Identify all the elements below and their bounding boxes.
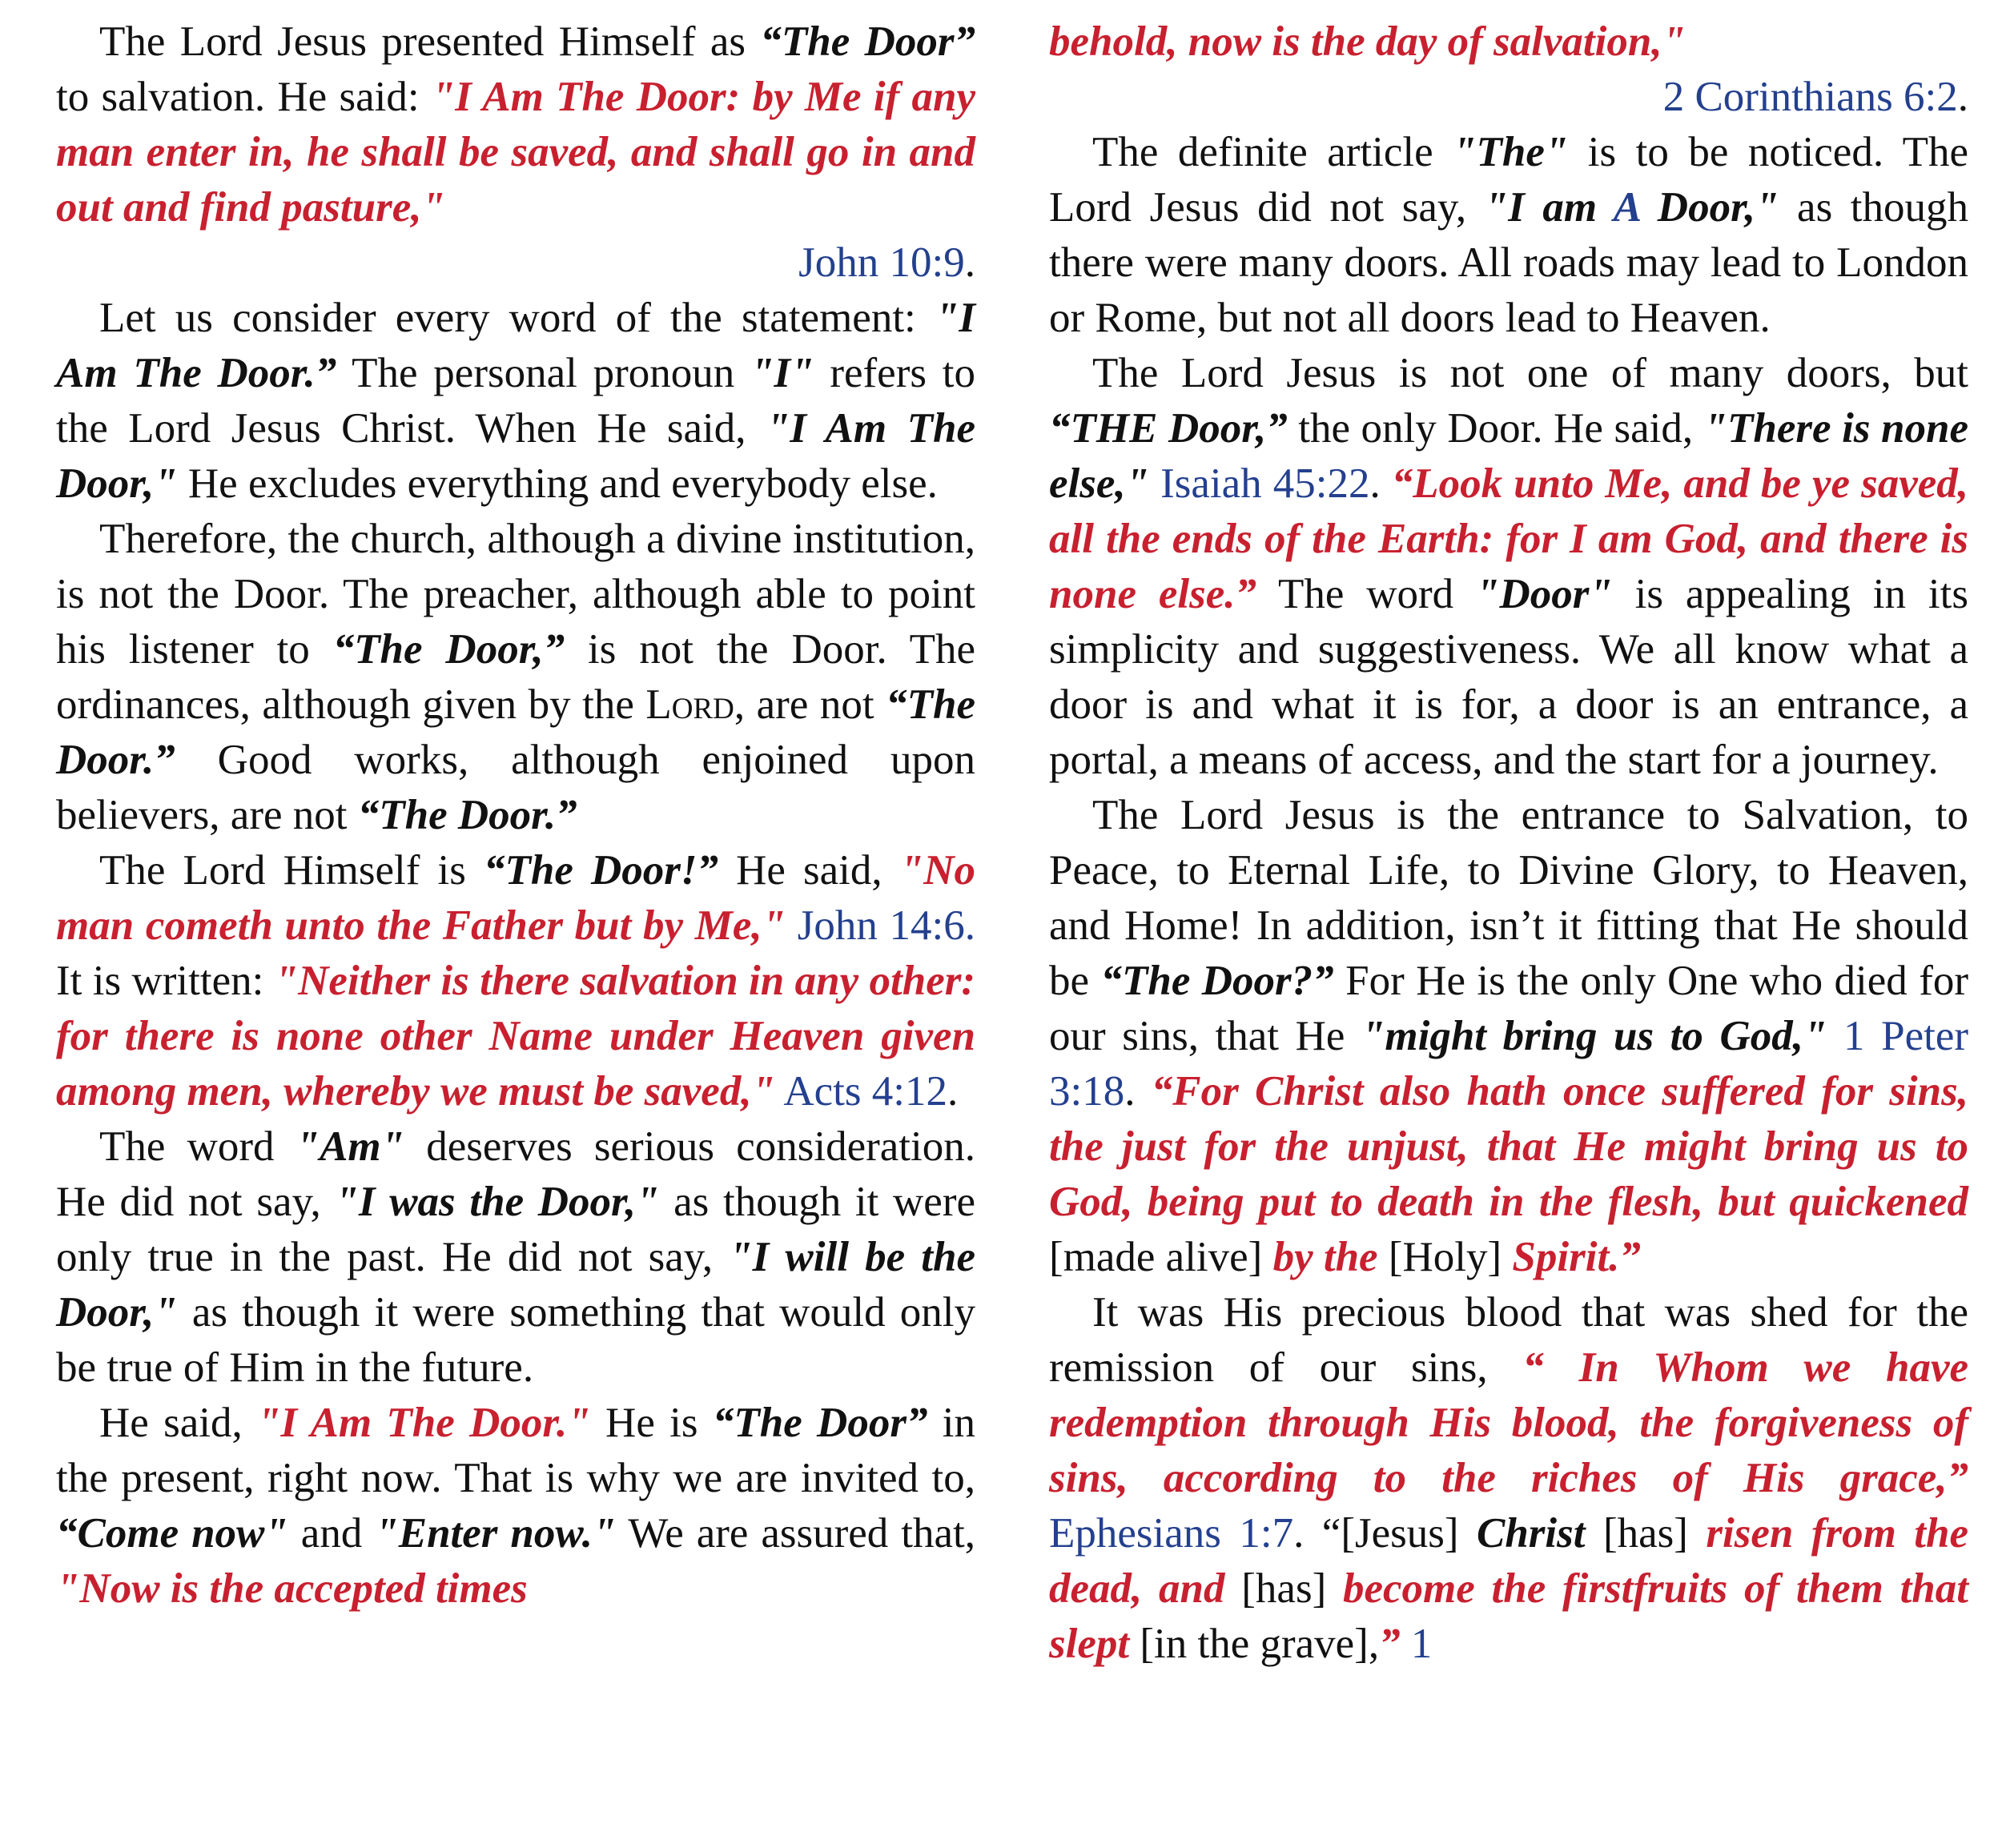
emphasis-quote: “Come now" bbox=[56, 1510, 288, 1557]
scripture-quote: by the bbox=[1272, 1234, 1378, 1280]
text-run: The word bbox=[1256, 571, 1477, 617]
emphasis-quote: “The Door!” bbox=[483, 847, 718, 894]
text-run: . bbox=[947, 1068, 959, 1115]
scripture-quote: "No man cometh unto the Father but by Me," bbox=[56, 847, 975, 949]
text-run: He said, bbox=[718, 847, 900, 894]
text-run: Let us consider every word of the statement: bbox=[99, 295, 935, 341]
text-run: The Lord Jesus presented Himself as bbox=[99, 18, 761, 65]
scripture-quote: “ In Whom we have redemption through His blood, the forgiveness of sins, according to the riches of His grace,” bbox=[1049, 1344, 1968, 1501]
paragraph-every-word bbox=[56, 291, 975, 512]
text-run: as though it were only true in the past. He did not say, bbox=[56, 1179, 975, 1280]
scripture-quote: "Neither is there salvation in any other: for there is none other Name under Heaven given among men, whereby we must be saved," bbox=[56, 958, 976, 1115]
text-run: is to be noticed. The Lord Jesus did not say, bbox=[1049, 129, 1968, 231]
text-run: The definite article bbox=[1092, 129, 1453, 175]
emphasis-quote: "Am" bbox=[295, 1123, 405, 1170]
scripture-reference: John 10:9 bbox=[798, 239, 965, 286]
emphasis-quote: "might bring us to God," bbox=[1361, 1013, 1827, 1059]
scripture-quote: ” bbox=[1379, 1621, 1401, 1667]
text-run: as though it were something that would only be true of Him in the future. bbox=[56, 1289, 975, 1391]
paragraph-therefore bbox=[56, 512, 975, 843]
emphasis-quote: "I will be the Door," bbox=[56, 1234, 975, 1336]
text-run: the only Door. He said, bbox=[1287, 405, 1704, 452]
emphasis-quote: "Enter now." bbox=[375, 1510, 617, 1557]
scripture-reference: John 14:6. bbox=[786, 902, 975, 949]
emphasis-quote: “The Door,” bbox=[332, 626, 565, 673]
emphasis-quote: "I am bbox=[1484, 184, 1614, 231]
text-run: [made alive] bbox=[1049, 1234, 1273, 1280]
text-run: It was His precious blood that was shed for the remission of our sins, bbox=[1049, 1289, 1968, 1391]
text-run: [Holy] bbox=[1377, 1234, 1513, 1280]
emphasis-quote: “The Door?” bbox=[1100, 958, 1334, 1004]
reference-line bbox=[1049, 70, 1968, 125]
reference-line bbox=[56, 235, 975, 291]
text-run: refers to the Lord Jesus Christ. When He said, bbox=[56, 350, 975, 452]
text-run: [has] bbox=[1585, 1510, 1707, 1557]
text-run: We are assured that, bbox=[616, 1510, 975, 1557]
scripture-quote: become the firstfruits of them that slept bbox=[1049, 1565, 1968, 1667]
text-run: The Lord Jesus is not one of many doors, but bbox=[1092, 350, 1968, 396]
scripture-reference: 1 Peter 3:18 bbox=[1049, 1013, 1968, 1115]
left-column bbox=[56, 14, 975, 1617]
emphasis-the-door: “The Door” bbox=[760, 18, 975, 65]
text-run: [has] bbox=[1224, 1565, 1343, 1612]
emphasis-quote: Door," bbox=[1639, 184, 1779, 231]
scripture-quote: "I Am The Door: by Me if any man enter in, he shall be saved, and shall go in and out and find pasture," bbox=[56, 74, 975, 231]
scripture-quote: “For Christ also hath once suffered for sins, the just for the unjust, that He might bring us to God, being put to death in the flesh, but quickened bbox=[1049, 1068, 1968, 1225]
scripture-quote: risen from the dead, and bbox=[1049, 1510, 1969, 1612]
text-run: , are not bbox=[734, 681, 886, 728]
emphasis-quote: "I Am The Door.” bbox=[56, 295, 975, 396]
emphasis-quote: "I Am The Door," bbox=[56, 405, 975, 507]
text-run: He excludes everything and everybody else. bbox=[177, 460, 938, 507]
text-run: For He is the only One who died for our sins, that He bbox=[1049, 958, 1968, 1059]
text-run: He is bbox=[590, 1400, 713, 1446]
text-run: to salvation. He said: bbox=[56, 74, 432, 120]
text-run: He said, bbox=[99, 1400, 258, 1446]
scripture-quote: "I Am The Door." bbox=[257, 1400, 591, 1446]
right-column bbox=[1049, 14, 1968, 1672]
scripture-reference: Ephesians 1:7 bbox=[1049, 1510, 1294, 1557]
emphasis-quote: "There is none else," bbox=[1049, 405, 1968, 507]
scripture-reference: 1 bbox=[1400, 1621, 1433, 1667]
text-run: The word bbox=[99, 1123, 296, 1170]
text-run: and bbox=[287, 1510, 376, 1557]
text-run: . bbox=[1369, 460, 1392, 507]
text-run: . bbox=[964, 239, 975, 286]
text-run: [in the grave], bbox=[1129, 1621, 1380, 1667]
text-run: as though there were many doors. All roads may lead to London or Rome, but not all doors lead to Heaven. bbox=[1049, 184, 1969, 341]
text-run: Good works, although enjoined upon believers, are not bbox=[56, 737, 975, 838]
paragraph-not-one-of-many bbox=[1049, 346, 1968, 788]
text-run: is not the Door. The ordinances, although given by the bbox=[56, 626, 976, 728]
text-run: . bbox=[1957, 74, 1968, 120]
small-caps-lord: Lord bbox=[645, 681, 734, 728]
text-run: in the present, right now. That is why we are invited to, bbox=[56, 1400, 976, 1501]
paragraph-continued-quote bbox=[1049, 14, 1968, 70]
scripture-quote: behold, now is the day of salvation," bbox=[1049, 18, 1686, 65]
emphasis-quote: “The Door.” bbox=[56, 681, 975, 783]
emphasis-quote: "I" bbox=[750, 350, 814, 396]
scripture-reference: 2 Corinthians 6:2 bbox=[1662, 74, 1958, 120]
text-run: The Lord Himself is bbox=[99, 847, 484, 894]
emphasis-letter-a: A bbox=[1613, 184, 1640, 231]
text-run: . “[Jesus] bbox=[1293, 1510, 1477, 1557]
emphasis-quote: "I was the Door," bbox=[335, 1179, 660, 1225]
text-run: is appealing in its simplicity and suggestiveness. We all know what a door is and what it is for, a door is an entrance, a portal, a means of access, and the start for a journey. bbox=[1049, 571, 1968, 783]
scripture-reference: Acts 4:12 bbox=[783, 1068, 947, 1115]
scripture-quote: Spirit.” bbox=[1512, 1234, 1641, 1280]
scripture-reference: Isaiah 45:22 bbox=[1149, 460, 1370, 507]
emphasis-quote: “THE Door,” bbox=[1049, 405, 1288, 452]
scripture-quote: “Look unto Me, and be ye saved, all the ends of the Earth: for I am God, and there is none else.” bbox=[1049, 460, 1968, 617]
text-run: It is written: bbox=[56, 958, 275, 1004]
text-run: . bbox=[1124, 1068, 1152, 1115]
emphasis-christ: Christ bbox=[1476, 1510, 1586, 1557]
paragraph-entrance bbox=[1049, 788, 1968, 1285]
emphasis-quote: "Door" bbox=[1476, 571, 1613, 617]
scripture-quote: "Now is the accepted times bbox=[56, 1565, 528, 1612]
paragraph-word-am bbox=[56, 1119, 975, 1396]
emphasis-quote: “The Door.” bbox=[357, 792, 577, 838]
text-run: Therefore, the church, although a divine institution, is not the Door. The preacher, although able to point his listener to bbox=[56, 516, 975, 673]
paragraph-he-said bbox=[56, 1396, 975, 1617]
text-run: deserves serious consideration. He did not say, bbox=[56, 1123, 975, 1225]
paragraph-lord-himself bbox=[56, 843, 975, 1119]
text-run: The personal pronoun bbox=[336, 350, 751, 396]
emphasis-quote: "The" bbox=[1453, 129, 1569, 175]
emphasis-quote: “The Door” bbox=[712, 1400, 928, 1446]
paragraph-the-door-intro bbox=[56, 14, 975, 235]
paragraph-definite-article bbox=[1049, 125, 1968, 346]
paragraph-precious-blood bbox=[1049, 1285, 1968, 1672]
text-run: The Lord Jesus is the entrance to Salvation, to Peace, to Eternal Life, to Divine Glory, to Heaven, and Home! In addition, isn’t it fitting that He should be bbox=[1049, 792, 1968, 1004]
